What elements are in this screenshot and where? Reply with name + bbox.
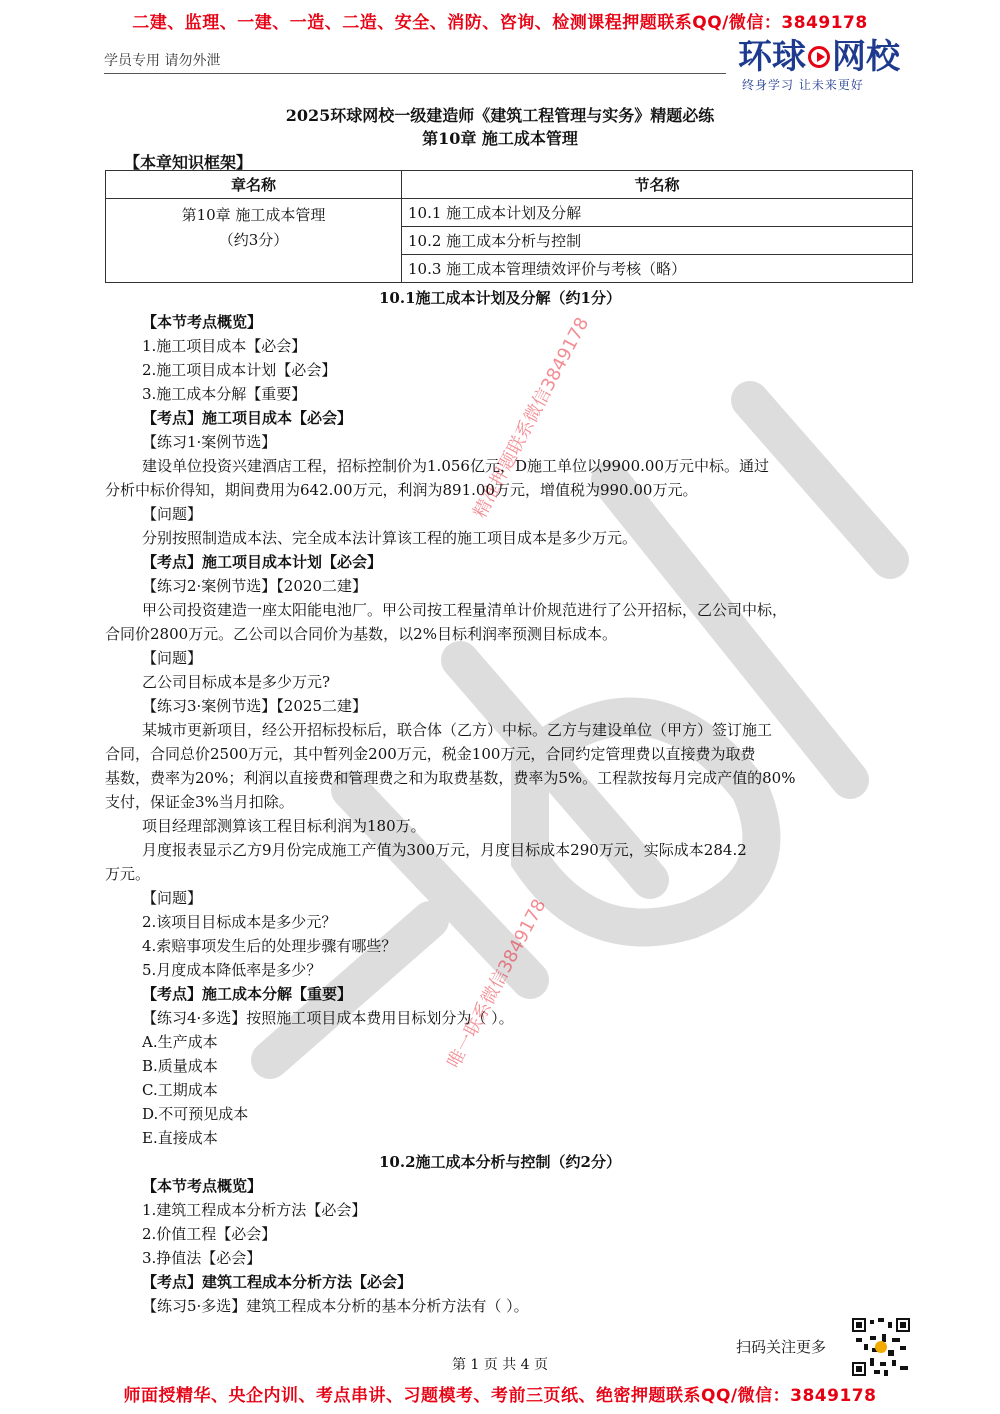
header-divider xyxy=(104,73,726,74)
section-cell: 10.3 施工成本管理绩效评价与考核（略） xyxy=(402,255,913,283)
question-item: 4.索赔事项发生后的处理步骤有哪些？ xyxy=(142,937,397,955)
col-chapter-header: 章名称 xyxy=(106,171,402,199)
option-item: A.生产成本 xyxy=(142,1033,218,1051)
topic-heading: 【考点】建筑工程成本分析方法【必会】 xyxy=(142,1273,413,1291)
section-heading: 10.2施工成本分析与控制（约2分） xyxy=(379,1153,621,1171)
exercise-label: 【练习4·多选】按照施工项目成本费用目标划分为（ ）。 xyxy=(142,1009,514,1027)
option-item: C.工期成本 xyxy=(142,1081,218,1099)
topic-heading: 【考点】施工项目成本【必会】 xyxy=(142,409,353,427)
bottom-promo-banner: 师面授精华、央企内训、考点串讲、习题模考、考前三页纸、绝密押题联系QQ/微信：3849178 xyxy=(123,1386,877,1406)
paragraph-line: 分别按照制造成本法、完全成本法计算该工程的施工项目成本是多少万元。 xyxy=(142,529,638,547)
topic-heading: 【考点】施工项目成本计划【必会】 xyxy=(142,553,383,571)
paragraph-line: 甲公司投资建造一座太阳能电池厂。甲公司按工程量清单计价规范进行了公开招标，乙公司中标， xyxy=(142,601,788,619)
paragraph-line: 支付，保证金3%当月扣除。 xyxy=(105,793,294,811)
exercise-label: 【练习1·案例节选】 xyxy=(142,433,277,451)
chapter-title: 第10章 施工成本管理 xyxy=(422,129,578,148)
paragraph-line: 某城市更新项目，经公开招标投标后，联合体（乙方）中标。乙方与建设单位（甲方）签订施工 xyxy=(142,721,773,739)
exercise-label: 【练习3·案例节选】【2025二建】 xyxy=(142,697,367,715)
paragraph-line: 万元。 xyxy=(105,865,151,883)
framework-caption: 【本章知识框架】 xyxy=(124,153,253,172)
paragraph-line: 合同，合同总价2500万元，其中暂列金200万元，税金100万元，合同约定管理费以直接费为取费 xyxy=(105,745,756,763)
page-number: 第 1 页 共 4 页 xyxy=(451,1357,549,1373)
table-header-row xyxy=(106,171,913,199)
section-cell: 10.2 施工成本分析与控制 xyxy=(402,227,913,255)
watermark-text-1: 精准押题联系微信3849178 xyxy=(469,313,594,522)
paragraph-line: 建设单位投资兴建酒店工程，招标控制价为1.056亿元，D施工单位以9900.00万元中标。通过 xyxy=(142,457,770,475)
list-item: 2.价值工程【必会】 xyxy=(142,1225,277,1243)
document-title: 2025环球网校一级建造师《建筑工程管理与实务》精题必练 xyxy=(285,106,715,125)
chapter-cell xyxy=(106,199,402,283)
list-item: 1.施工项目成本【必会】 xyxy=(142,337,307,355)
list-item: 3.施工成本分解【重要】 xyxy=(142,385,307,403)
option-item: E.直接成本 xyxy=(142,1129,218,1147)
brand-logo xyxy=(738,38,918,98)
paragraph-line: 分析中标价得知，期间费用为642.00万元，利润为891.00万元，增值税为990.00万元。 xyxy=(105,481,698,499)
question-label: 【问题】 xyxy=(142,889,203,907)
paragraph-line: 月度报表显示乙方9月份完成施工产值为300万元，月度目标成本290万元，实际成本284.2 xyxy=(142,841,747,859)
logo-slogan: 终身学习 让未来更好 xyxy=(742,78,864,92)
knowledge-framework-table xyxy=(105,170,913,283)
question-label: 【问题】 xyxy=(142,649,203,667)
table-row xyxy=(106,199,913,227)
exercise-label: 【练习5·多选】建筑工程成本分析的基本分析方法有（ ）。 xyxy=(142,1297,529,1315)
logo-text-left: 环球 xyxy=(738,37,806,77)
chapter-score: （约3分） xyxy=(218,231,289,249)
scan-note: 扫码关注更多 xyxy=(736,1338,827,1356)
overview-heading: 【本节考点概览】 xyxy=(142,313,263,331)
chapter-name: 第10章 施工成本管理 xyxy=(181,206,326,224)
question-item: 2.该项目目标成本是多少元？ xyxy=(142,913,337,931)
paragraph-line: 乙公司目标成本是多少万元? xyxy=(142,673,331,691)
paragraph-line: 项目经理部测算该工程目标利润为180万。 xyxy=(142,817,426,835)
list-item: 3.挣值法【必会】 xyxy=(142,1249,262,1267)
option-item: B.质量成本 xyxy=(142,1057,218,1075)
list-item: 1.建筑工程成本分析方法【必会】 xyxy=(142,1201,367,1219)
topic-heading: 【考点】施工成本分解【重要】 xyxy=(142,985,353,1003)
paragraph-line: 合同价2800万元。乙公司以合同价为基数，以2%目标利润率预测目标成本。 xyxy=(105,625,617,643)
top-promo-banner: 二建、监理、一建、一造、二造、安全、消防、咨询、检测课程押题联系QQ/微信：3849178 xyxy=(132,13,868,33)
play-icon xyxy=(808,46,830,68)
list-item: 2.施工项目成本计划【必会】 xyxy=(142,361,337,379)
header-note: 学员专用 请勿外泄 xyxy=(104,53,221,69)
watermark-text-2: 唯一联系微信3849178 xyxy=(443,895,551,1072)
logo-text-right: 网校 xyxy=(832,37,900,77)
section-heading: 10.1施工成本计划及分解（约1分） xyxy=(379,289,621,307)
exercise-label: 【练习2·案例节选】【2020二建】 xyxy=(142,577,367,595)
overview-heading: 【本节考点概览】 xyxy=(142,1177,263,1195)
col-section-header: 节名称 xyxy=(402,171,913,199)
option-item: D.不可预见成本 xyxy=(142,1105,249,1123)
question-item: 5.月度成本降低率是多少？ xyxy=(142,961,322,979)
paragraph-line: 基数，费率为20%；利润以直接费和管理费之和为取费基数，费率为5%。工程款按每月完成产值的80% xyxy=(105,769,796,787)
question-label: 【问题】 xyxy=(142,505,203,523)
section-cell: 10.1 施工成本计划及分解 xyxy=(402,199,913,227)
